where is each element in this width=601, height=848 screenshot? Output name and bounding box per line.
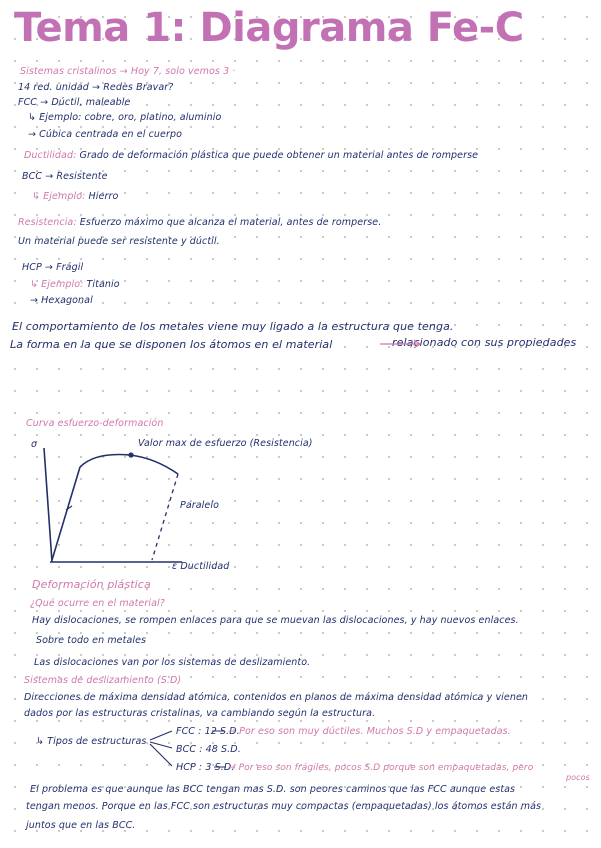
dislocations-line: Hay dislocaciones, se rompen enlaces para que se muevan las dislocaciones, y hay nuevos enlaces. bbox=[32, 615, 519, 626]
conclusion-line-3: juntos que en las BCC. bbox=[26, 820, 136, 831]
page-title: Tema 1: Diagrama Fe-C bbox=[14, 5, 524, 51]
bcc-slip-systems: BCC : 48 S.D. bbox=[176, 744, 241, 755]
parallel-label: Paralelo bbox=[180, 500, 220, 511]
slip-systems-heading: Sistemas de deslizamiento (S.D) bbox=[24, 675, 182, 686]
plastic-curve bbox=[80, 455, 178, 475]
fcc-slip-note: → Por eso son muy dúctiles. Muchos S.D y empaquetadas. bbox=[228, 726, 511, 737]
bcc-example-text: Hierro bbox=[88, 191, 119, 202]
elastic-line bbox=[52, 467, 80, 560]
unit-cells-line: 14 red. unidad → Redes Bravar? bbox=[18, 82, 174, 93]
resistance-text: Esfuerzo máximo que alcanza el material, antes de romperse. bbox=[79, 217, 382, 228]
directions-line-2: dados por las estructuras cristalinas, va cambiando según la estructura. bbox=[24, 708, 376, 719]
properties-line: relacionado con sus propiedades bbox=[392, 336, 577, 349]
hcp-example-label: ↳ Ejemplo: bbox=[30, 279, 84, 290]
behaviour-line: El comportamiento de los metales viene muy ligado a la estructura que tenga. bbox=[12, 320, 454, 333]
crystal-systems-line: Sistemas cristalinos → Hoy 7, solo vemos 3 · bbox=[20, 66, 236, 77]
structure-types-label: ↳ Tipos de estructuras bbox=[36, 736, 147, 747]
resistance-label: Resistencia: bbox=[18, 217, 77, 228]
types-brace bbox=[150, 731, 172, 766]
strain-ductility-label: ε Ductilidad bbox=[172, 561, 230, 572]
parallel-dashed-line bbox=[152, 474, 178, 560]
hcp-slip-systems: HCP : 3 S.D. bbox=[176, 762, 235, 773]
max-stress-label: Valor max de esfuerzo (Resistencia) bbox=[138, 438, 313, 449]
bcc-structure-line: → Cúbica centrada en el cuerpo bbox=[28, 129, 183, 140]
bcc-example-label: ↳ Ejemplo: bbox=[32, 191, 86, 202]
fcc-line: FCC → Dúctil, maleable bbox=[18, 97, 131, 108]
directions-line-1: Direcciones de máxima densidad atómica, contenidos en planos de máxima densidad atómica y vienen bbox=[24, 692, 529, 703]
hcp-slip-note-continued: pocos bbox=[566, 773, 590, 782]
fcc-slip-systems: FCC : 12 S.D. bbox=[176, 726, 240, 737]
ductility-text: Grado de deformación plástica que puede obtener un material antes de romperse bbox=[79, 150, 479, 161]
ductility-label: Ductilidad: bbox=[24, 150, 77, 161]
plastic-deformation-heading: Deformación plástica bbox=[32, 578, 151, 591]
bcc-line: BCC → Resistente bbox=[22, 171, 108, 182]
sigma-label: σ bbox=[31, 439, 38, 450]
conclusion-line-1: El problema es que aunque las BCC tengan mas S.D. son peores caminos que las FCC aunque estas bbox=[30, 784, 516, 795]
what-happens-question: ¿Qué ocurre en el material? bbox=[30, 598, 165, 609]
max-stress-point bbox=[128, 452, 133, 457]
hcp-example-text: Titanio bbox=[86, 279, 120, 290]
hcp-slip-note: → Por eso son frágiles, pocos S.D porque son empaquetadas, pero bbox=[228, 763, 534, 773]
mostly-metals-line: Sobre todo en metales bbox=[36, 635, 147, 646]
hcp-line: HCP → Frágil bbox=[22, 262, 84, 273]
conclusion-line-2: tengan menos. Porque en las FCC son estructuras muy compactas (empaquetadas) los átomos están más bbox=[26, 801, 542, 812]
hexagonal-line: → Hexagonal bbox=[30, 295, 93, 306]
y-axis bbox=[44, 448, 52, 562]
curve-title: Curva esfuerzo-deformación bbox=[26, 418, 164, 429]
fcc-example-line: ↳ Ejemplo: cobre, oro, platino, aluminio bbox=[28, 112, 222, 123]
resistant-ductile-line: Un material puede ser resistente y dúctil. bbox=[18, 236, 220, 247]
slip-systems-line: Las dislocaciones van por los sistemas de deslizamiento. bbox=[34, 657, 311, 668]
atoms-line: La forma en la que se disponen los átomos en el material bbox=[10, 338, 333, 351]
